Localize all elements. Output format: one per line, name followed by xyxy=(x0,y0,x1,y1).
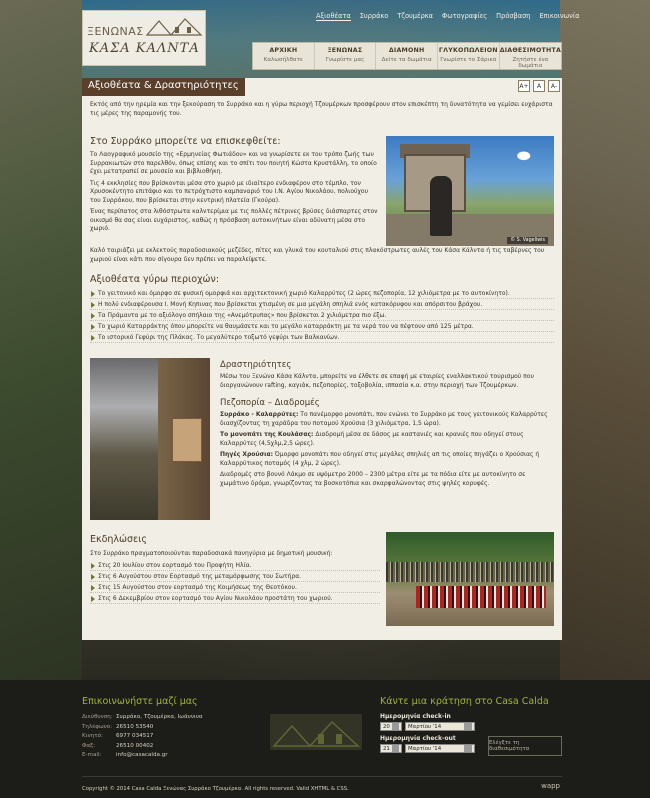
footer-logo-house-icon xyxy=(270,714,362,750)
list-item: Το ιστορικό Γεφύρι της Πλάκας. Το μεγαλύτερο τοξωτό γεφύρι των Βαλκανίων. xyxy=(90,332,554,343)
activities-paragraph: Μέσω του Ξενώνα Κάσα Κάλντα, μπορείτε να έλθετε σε επαφή με εταιρίες εναλλακτικού τουρισμού που διοργανώνουν rafting, καγιάκ, πεζοπορίες, τοξοβολία, ιππασία κ.α. στην περιοχή των Τζουμέρκων. xyxy=(220,373,534,389)
contact-key: Φαξ: xyxy=(82,742,96,749)
checkout-day-select[interactable] xyxy=(380,744,402,753)
font-decrease-button[interactable]: A- xyxy=(548,80,560,92)
list-item: Στις 6 Αυγούστου στον Εορτασμό της μεταμόρφωσης του Σωτήρα. xyxy=(90,571,380,582)
contact-row xyxy=(82,751,262,761)
mainnav-sweetshop-title: ΓΛΥΚΟΠΩΛΕΙΟΝ xyxy=(438,47,498,54)
mainnav-stay-sub: Δείτε τα δωμάτια xyxy=(381,57,432,63)
font-size-controls xyxy=(518,80,560,92)
calendar-icon[interactable] xyxy=(464,745,472,752)
trail-item xyxy=(220,451,554,468)
mountain-background-right xyxy=(560,0,650,690)
summit-paragraph: Διαδρομές στο βουνό Λάκμο σε υψόμετρο 2000 – 2300 μέτρα είτε με τα πόδια είτε με αυτοκίνητο σε χωμάτινο δρόμο, γνωρίζοντας τα βοσκοτόπια και σκαρφαλώνοντας στις ψηλές κορυφές. xyxy=(220,471,526,487)
contact-value: 6977 034517 xyxy=(116,733,154,740)
events-lead: Στο Συρράκο πραγματοποιούνται παραδοσιακά πανηγύρια με δημοτική μουσική: xyxy=(90,550,333,557)
photo-statue-shape xyxy=(430,176,452,236)
mainnav-sweetshop[interactable] xyxy=(438,43,500,69)
trail-item xyxy=(220,411,554,428)
checkin-month-value: Μαρτίου '14 xyxy=(408,723,442,730)
mainnav-stay[interactable] xyxy=(376,43,438,69)
syrrako-paragraph: Ένας περίπατος στα λιθόστρωτα καλντερίμια με τις πολλές πέτρινες βρύσες διάσπαρτες στον οικισμό θα σας είναι ευχάριστος, καθώς η πρόσβαση αυτοκινήτων είναι αδύνατη μέσα στο χωριό. xyxy=(90,208,378,232)
mainnav-availability[interactable] xyxy=(500,43,561,69)
trail-label: Πηγές Χρούσια: xyxy=(220,451,273,458)
syrrako-section xyxy=(90,136,380,237)
photo-credit: © S. Vageliwis xyxy=(507,237,548,244)
mainnav-home-title: ΑΡΧΙΚΗ xyxy=(269,47,298,54)
contact-key: Τηλέφωνο: xyxy=(82,723,113,730)
trail-label: Το μονοπάτι της Κουλάσας: xyxy=(220,431,314,438)
logo-text-top: ΞΕΝΩΝΑΣ xyxy=(87,25,144,38)
main-navigation xyxy=(252,42,562,70)
email-link[interactable]: info@casacalda.gr xyxy=(116,752,168,759)
font-increase-button[interactable]: A+ xyxy=(518,80,530,92)
contact-key: Διεύθυνση: xyxy=(82,714,113,720)
photo-crowd-shape xyxy=(386,562,554,582)
contact-value: Συρράκο, Τζουμέρκα, Ιωάννινα xyxy=(116,714,203,720)
booking-title: Κάντε μια κράτηση στο Casa Calda xyxy=(380,696,549,707)
topnav-access[interactable]: Πρόσβαση xyxy=(496,12,531,20)
booking-form xyxy=(380,696,564,753)
contact-row xyxy=(82,742,262,752)
mainnav-guesthouse[interactable] xyxy=(315,43,377,69)
mainnav-availability-sub: Ζητήστε ένα δωμάτιο xyxy=(512,57,549,69)
activities-section xyxy=(220,360,554,491)
village-photo xyxy=(386,136,554,246)
dropdown-icon xyxy=(392,723,399,730)
contact-row xyxy=(82,732,262,742)
check-availability-button[interactable]: Ελέγξτε τη διαθεσιμότητα xyxy=(488,736,562,756)
footer-contact-title: Επικοινωνήστε μαζί μας xyxy=(82,696,198,707)
footer-divider xyxy=(82,776,562,777)
mainnav-stay-title: ΔΙΑΜΟΝΗ xyxy=(388,47,425,54)
activities-heading: Δραστηριότητες xyxy=(220,360,292,370)
syrrako-paragraph: Το Λαογραφικό μουσείο της «Ερμηνείας Φωτιάδου» και να γνωρίσετε εκ του τρόπο ζωής των Συρρακιωτών στο παρελθόν, όπως επίσης και το σπίτι του ποιητή Κώστα Κρυστάλλη, το οποίο έχει μετατραπεί σε μουσείο και βιβλιοθήκη. xyxy=(90,151,377,175)
intro-paragraph: Εκτός από την ηρεμία και την ξεκούραση το Συρράκο και η γύρω περιοχή Τζουμέρκων προσφέρουν στον επισκέπτη τη δυνατότητα να γεμίσει ευχάριστα τις μέρες της παραμονής του. xyxy=(90,101,553,117)
list-item: Το χωριό Καταρράκτης όπου μπορείτε να θαυμάσετε και το μεγάλο καταρράκτη με τα νερά του να πέφτουν από 125 μέτρα. xyxy=(90,321,554,332)
mainnav-home-sub: Καλωσήλθατε xyxy=(263,57,303,63)
topnav-sights[interactable]: Αξιοθέατα xyxy=(316,12,351,20)
logo-house-icon xyxy=(145,15,203,37)
trails-heading: Πεζοπορία – Διαδρομές xyxy=(220,398,320,408)
page-title: Αξιοθέατα & Δραστηριότητες xyxy=(82,78,245,96)
topnav-tzoumerka[interactable]: Τζουμέρκα xyxy=(397,12,433,20)
list-item: Στις 20 Ιουλίου στον εορτασμό του Προφήτη Ηλία. xyxy=(90,560,380,571)
list-item: Τα Πράμαντα με το αξιόλογο σπήλαιο της «Ανεμότρυπας» που βρίσκεται 2 χιλιόμετρα πιο έξω. xyxy=(90,310,554,321)
contact-row xyxy=(82,723,262,733)
checkout-label: Ημερομηνία check-out xyxy=(380,735,456,742)
topnav-syrrako[interactable]: Συρράκο xyxy=(359,12,389,20)
syrrako-more-paragraph: Καλό ταιριάζει με εκλεκτούς παραδοσιακούς μεζέδες, πίτες και γλυκά του κουταλιού στις πλακόστρωτες αυλές του Κάσα Κάλντα ή τις ταβέρνες του χωριού είναι κάτι που σίγουρα δεν πρέπει να παραλείψετε. xyxy=(90,247,545,263)
trail-label: Συρράκο - Καλαρρύτες: xyxy=(220,411,299,418)
mainnav-sweetshop-sub: Γνωρίστε το Σάρικα xyxy=(440,57,497,63)
events-section xyxy=(90,550,380,604)
contact-key: Κινητό: xyxy=(82,733,103,740)
contact-key: E-mail: xyxy=(82,752,102,759)
mainnav-home[interactable] xyxy=(253,43,315,69)
footer-contact xyxy=(82,696,262,761)
contact-value: 26510 53540 xyxy=(116,723,154,730)
checkout-day-value: 21 xyxy=(383,745,390,752)
copyright: Copyright © 2014 Casa Calda Ξενώνας Συρράκο Τζουμέρκα. All rights reserved. Valid XHTML & CSS. xyxy=(82,786,349,792)
festival-photo xyxy=(386,532,554,626)
mainnav-guesthouse-title: ΞΕΝΩΝΑΣ xyxy=(327,47,363,54)
checkin-row xyxy=(380,722,564,731)
contact-value: 26510 00402 xyxy=(116,742,154,749)
checkout-month-value: Μαρτίου '14 xyxy=(408,745,442,752)
trail-item xyxy=(220,431,554,448)
font-reset-button[interactable]: A xyxy=(533,80,545,92)
photo-dancers-shape xyxy=(416,586,546,608)
checkin-label: Ημερομηνία check-in xyxy=(380,713,451,720)
mainnav-guesthouse-sub: Γνωρίστε μας xyxy=(325,57,365,63)
list-item: Στις 15 Αυγούστου στον εορτασμό της Κοιμήσεως της Θεοτόκου. xyxy=(90,582,380,593)
checkin-day-value: 20 xyxy=(383,723,390,730)
syrrako-heading: Στο Συρράκο μπορείτε να επισκεφθείτε: xyxy=(90,136,281,147)
syrrako-paragraph: Τις 4 εκκλησίες που βρίσκονται μέσα στο χωριό με ιδιαίτερο ενδιαφέρον στο τέμπλο, τον Χρυσοκέντητο επιτάφιο και το πετρόχτιστο καμπαναριό του Ι.Ν. Αγίου Νικολάου, πολιούχου του Συρράκου, που βρίσκεται στην κεντρική πλατεία (Γκούρα). xyxy=(90,179,369,204)
checkin-month-select[interactable] xyxy=(405,722,475,731)
events-list xyxy=(90,560,380,604)
trail-text: Το πανέμορφο μονοπάτι, που ενώνει το Συρράκο με τους γειτονικούς Καλαρρύτες διασχίζοντας τη χαράδρα του ποταμού Χρούσια (3 χιλιόμετρα, 1,5 ώρα). xyxy=(220,411,548,427)
content-panel xyxy=(82,78,562,640)
dropdown-icon xyxy=(392,745,399,752)
site-logo[interactable] xyxy=(82,10,206,66)
events-heading: Εκδηλώσεις xyxy=(90,534,147,545)
topnav-contact[interactable]: Επικοινωνία xyxy=(539,12,580,20)
site-footer xyxy=(0,680,650,798)
designer-credit[interactable]: wapp xyxy=(541,782,560,790)
area-heading: Αξιοθέατα γύρω περιοχών: xyxy=(90,274,220,285)
list-item: Η πολύ ενδιαφέρουσα Ι. Μονή Κηπινας που βρίσκεται χτισμένη σε μια μεγάλη σπηλιά ενός κατακόρυφου και απόρσιτου βράχου. xyxy=(90,299,554,310)
checkin-day-select[interactable] xyxy=(380,722,402,731)
checkout-month-select[interactable] xyxy=(405,744,475,753)
area-list xyxy=(90,288,554,343)
mainnav-availability-title: ΔΙΑΘΕΣΙΜΟΤΗΤΑ xyxy=(499,47,562,54)
list-item: Στις 6 Δεκεμβρίου στον εορτασμό του Αγίου Νικολάου προστάτη του χωριού. xyxy=(90,593,380,604)
logo-text-bottom: ΚΑΣΑ ΚΑΛΝΤΑ xyxy=(89,41,200,56)
trail-text: Όμορφο μονοπάτι που οδηγεί στις μεγάλες σπηλιές απ τις οποίες πηγάζει ο Χρούσιας ή Καλαρρύτικος ποταμός (4 χλμ, 2 ώρες). xyxy=(220,451,540,467)
topnav-photos[interactable]: Φωτογραφίες xyxy=(442,12,488,20)
list-item: Το γειτονικό και όμορφο σε φυσική ομορφιά και αρχιτεκτονική χωριό Καλαρρύτες (2 ώρες πεζοπορία, 12 χιλιόμετρα με το αυτοκίνητο). xyxy=(90,288,554,299)
calendar-icon[interactable] xyxy=(464,723,472,730)
photo-monastery-shape xyxy=(172,418,202,462)
contact-row xyxy=(82,713,262,723)
mountain-background-left xyxy=(0,0,82,690)
monastery-photo xyxy=(90,358,210,520)
top-navigation xyxy=(316,12,579,21)
trail-text: Διαδρομή μέσα σε δάσος με καστανιές και κρανιές που οδηγεί στους Καλαρρύτες (4,5χλμ,2,5 ώρες). xyxy=(220,431,524,447)
